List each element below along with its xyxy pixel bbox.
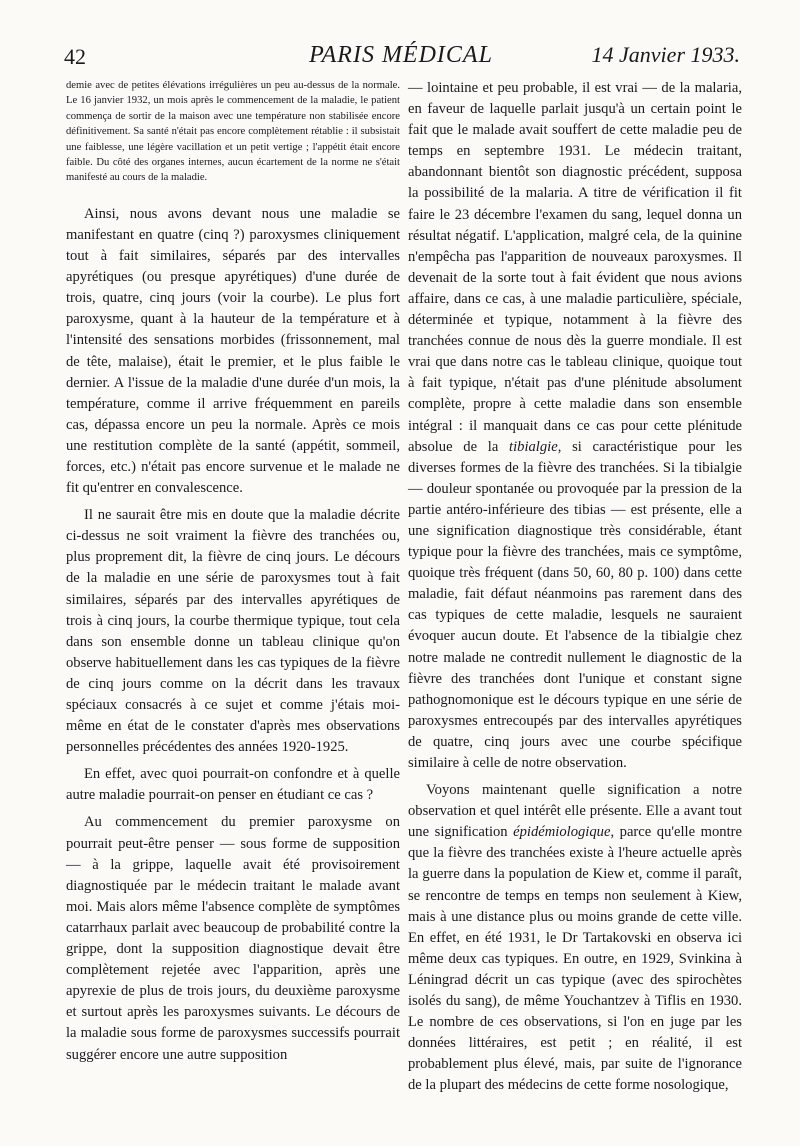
page-number: 42 [64,44,86,69]
page-header [62,38,740,74]
paragraph: En effet, avec quoi pourrait-on confondre et à quelle autre maladie pourrait-on penser en étudiant ce cas ? [66,766,400,804]
paragraph: Il ne saurait être mis en doute que la maladie décrite ci-dessus ne soit vraiment la fièvre des tranchées ou, plus proprement dit, la fièvre de cinq jours. Le décours de la maladie en une série de paroxysmes tout à fait similaires, séparés par des intervalles apyrétiques de trois à cinq jours, la courbe thermique typique, tout cela dans son ensemble donne un tableau clinique qu'on observe habituellement dans les cas typiques de la fièvre de cinq jours comme on la décrit dans les travaux spéciaux consacrés à ce sujet et comme j'étais moi-même en état de le constater d'après mes observations personnelles précédentes des années 1920-1925. [66,507,400,756]
emphasis-term: épidémiologique [513,824,611,841]
paragraph-text: , si caractéristique pour les diverses formes de la fièvre des tranchées. Si la tibialgie — douleur spontanée ou provoquée par la pression de la partie antéro-inférieure des tibias — est présente, elle a une signification diagnostique très considérable, étant typique pour la fièvre des tranchées, mais ce symptôme, quoique très fréquent (dans 50, 60, 80 p. 100) dans cette maladie, fait défaut néanmoins pas rarement dans des cas typiques de cette maladie, lesquels ne sauraient évoquer aucun doute. Et l'absence de la tibialgie chez notre malade ne contredit nullement le diagnostic de la fièvre des tranchées dont l'unique et constant signe pathognomonique est le décours typique en une série de paroxysmes entrecoupés par des intervalles apyrétiques de quatre, cinq jours avec une courbe spécifique similaire à celle de notre observation. [408,438,742,771]
paragraph: Au commencement du premier paroxysme on pourrait peut-être penser — sous forme de supposition — à la grippe, laquelle avait été provisoirement diagnostiquée par le médecin traitant le malade avant moi. Mais alors même l'absence complète de symptômes catarrhaux parlait avec beaucoup de probabilité contre la grippe, dont la supposition diagnostique devait être complètement rejetée avec l'apparition, après une apyrexie de plus de trois jours, du deuxième paroxysme et surtout après les paroxysmes suivants. Le décours de la maladie sous forme de paroxysmes successifs pourrait suggérer encore une autre supposition [66,814,400,1063]
case-notes-paragraph: demie avec de petites élévations irrégulières un peu au-dessus de la normale. Le 16 janvier 1932, un mois après le commencement de la maladie, le patient commença de sortir de la maison avec une température non stabilisée encore définitivement. Sa santé n'était pas encore complètement rétablie : il subsistait une faiblesse, une légère vacillation et un petit vertige ; l'appétit était encore faible. Du côté des organes internes, aucun écartement de la norme ne s'était manifesté au cours de la maladie. [66,80,400,184]
left-column [66,78,400,1072]
issue-date: 14 Janvier 1933. [591,42,740,67]
journal-title: PARIS MÉDICAL [309,42,493,68]
paragraph-text: Voyons maintenant quelle signification a notre observation et quel intérêt elle présente. Elle a avant tout une signification [408,782,742,841]
paragraph [408,78,742,774]
paragraph-text: , parce qu'elle montre que la fièvre des tranchées existe à l'heure actuelle après la guerre dans la population de Kiew et, comme il paraît, se rencontre de temps en temps non seulement à Kiew, mais à une distance plus ou moins grande de cette ville. En effet, en été 1931, le Dr Tartakovski en observa ici même deux cas typiques. En outre, en 1929, Svinkina à Léningrad décrit un cas typique (avec des spirochètes isolés du sang), de même Youchantzev à Tiflis en 1930. Le nombre de ces observations, si l'on en juge par les données littéraires, est petit ; en réalité, il est probablement plus élevé, mais, par suite de l'ignorance de la plupart des médecins de cette forme nosologique, [408,824,742,1094]
paragraph-text: — lointaine et peu probable, il est vrai — de la malaria, en faveur de laquelle parlait jusqu'à un certain point le fait que le malade avait souffert de cette maladie peu de temps en septembre 1931. Le médecin traitant, abandonnant bientôt son diagnostic précédent, supposa la possibilité de la malaria. A titre de vérification il fit faire le 23 décembre l'examen du sang, lequel donna un résultat négatif. L'application, malgré cela, de la quinine n'empêcha pas l'apparition de nouveaux paroxysmes. Il devenait de la sorte tout à fait évident que nous avions affaire, dans ce cas, à une maladie particulière, spéciale, déterminée et typique, notamment à la fièvre des tranchées connue de nous dès la guerre mondiale. Il est vrai que dans notre cas le tableau clinique, quoique tout à fait typique, n'était pas d'une plénitude absolument complète, propre à cette maladie dans son ensemble intégral : il manquait dans ce cas pour cette plénitude absolue de la [408,80,742,455]
right-column [408,78,742,1103]
paragraph [408,780,742,1096]
emphasis-term: tibialgie [509,438,558,455]
paragraph: Ainsi, nous avons devant nous une maladie se manifestant en quatre (cinq ?) paroxysmes cliniquement tout à fait similaires, séparés par des intervalles apyrétiques (ou presque apyrétiques) d'une durée de trois, quatre, cinq jours (voir la courbe). Le plus fort paroxysme, quant à la hauteur de la température et à l'intensité des sensations morbides (frissonnement, mal de tête, malaise), était le premier, et le plus faible le dernier. A l'issue de la maladie d'une durée d'un mois, la température, comme il arrive fréquemment en pareils cas, dépassa encore un peu la normale. Après ce mois une restitution complète de la santé (appétit, sommeil, forces, etc.) n'était pas encore survenue et le malade ne fit qu'entrer en convalescence. [66,205,400,497]
